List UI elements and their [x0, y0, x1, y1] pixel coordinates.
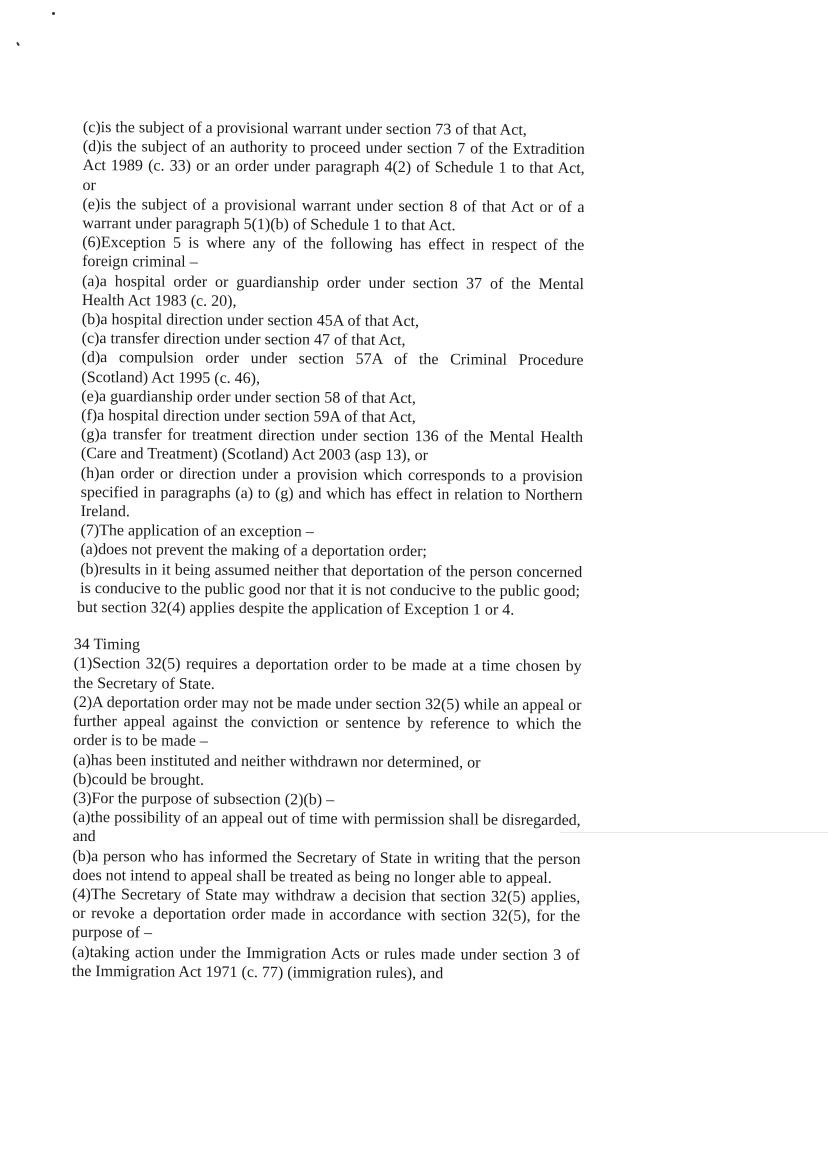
paragraph: (2)A deportation order may not be made under section 32(5) while an appeal or further appeal against the conviction or sentence by reference to which the order is to be made – — [73, 693, 582, 751]
paragraph: (h)an order or direction under a provision which corresponds to a provision specified in paragraphs (a) to (g) and which has effect in relation to Northern Ireland. — [80, 464, 583, 521]
paragraph: (d)is the subject of an authority to proceed under section 7 of the Extradition Act 1989 (c. 33) or an order under paragraph 4(2) of Schedule 1 to that Act, or — [82, 138, 585, 194]
paragraph: (b)could be brought. — [72, 770, 205, 789]
paragraph: (a)a hospital order or guardianship order under section 37 of the Mental Health Act 1983 (c. 20), — [81, 272, 585, 310]
paragraph: (a)does not prevent the making of a deportation order; — [80, 541, 427, 561]
paragraph: (a)the possibility of an appeal out of time with permission shall be disregarded, and — [72, 809, 581, 846]
section-heading: 34 Timing — [73, 636, 141, 654]
paragraph: (f)a hospital direction under section 59A of that Act, — [81, 407, 416, 427]
paragraph: but section 32(4) applies despite the application of Exception 1 or 4. — [76, 599, 515, 619]
paragraph: (1)Section 32(5) requires a deportation order to be made at a time chosen by the Secretary of State. — [73, 655, 582, 693]
paragraph: (b)a person who has informed the Secretary of State in writing that the person does not intend to appeal shall be treated as being no longer able to appeal. — [72, 847, 581, 887]
paragraph: (4)The Secretary of State may withdraw a decision that section 32(5) applies, or revoke a deportation order made in accordance with section 32(5), for the purpose of – — [71, 885, 581, 942]
paragraph: (d)a compulsion order under section 57A of the Criminal Procedure (Scotland) Act 1995 (c. 46), — [81, 349, 584, 387]
paragraph: (c)a transfer direction under section 47 of that Act, — [81, 330, 406, 350]
paragraph: (b)a hospital direction under section 45A of that Act, — [81, 311, 420, 331]
paragraph: (e)a guardianship order under section 58 of that Act, — [81, 387, 416, 407]
paragraph: (e)is the subject of a provisional warrant under section 8 of that Act or of a warrant under paragraph 5(1)(b) of Schedule 1 to that Act. — [82, 195, 585, 235]
scan-speck — [16, 42, 20, 46]
paragraph: (6)Exception 5 is where any of the following has effect in respect of the foreign criminal – — [82, 234, 585, 272]
paragraph: (3)For the purpose of subsection (2)(b) – — [72, 789, 335, 809]
paragraph: (b)results in it being assumed neither that deportation of the person concerned is conducive to the public good nor that it is not conducive to the public good; — [80, 560, 583, 600]
scan-speck — [52, 12, 55, 15]
paragraph: (a)has been instituted and neither withdrawn nor determined, or — [73, 751, 481, 771]
paragraph: (7)The application of an exception – — [80, 522, 314, 541]
scan-fold-line — [560, 832, 828, 833]
paragraph: (g)a transfer for treatment direction under section 136 of the Mental Health (Care and Treatment) (Scotland) Act 2003 (asp 13), or — [80, 426, 584, 465]
paragraph: (c)is the subject of a provisional warrant under section 73 of that Act, — [82, 119, 527, 139]
paragraph: (a)taking action under the Immigration Acts or rules made under section 3 of the Immigration Act 1971 (c. 77) (immigration rules), and — [71, 943, 580, 982]
document-body — [72, 118, 585, 984]
